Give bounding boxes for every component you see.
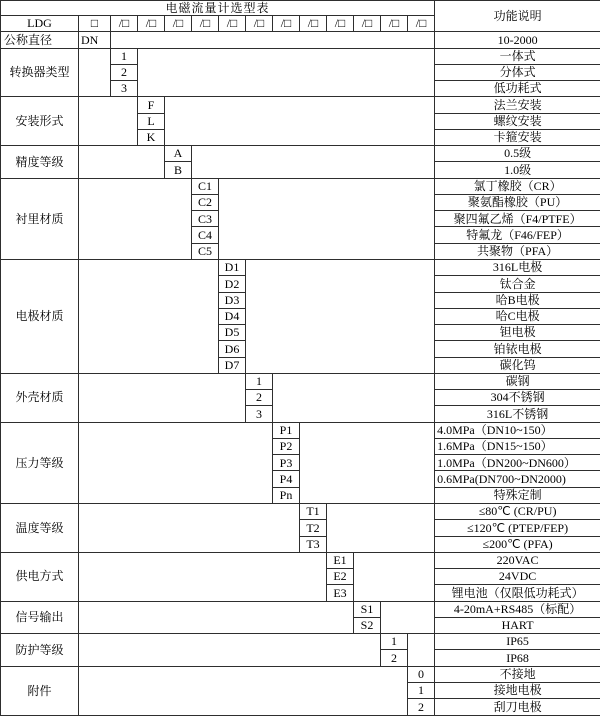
option-row xyxy=(1,259,600,275)
option-row xyxy=(1,97,600,113)
option-code: S1 xyxy=(354,601,381,617)
option-code: P1 xyxy=(273,422,300,438)
option-description: 钛合金 xyxy=(435,276,600,292)
option-row xyxy=(1,666,600,682)
option-row xyxy=(1,48,600,64)
grid-spacer xyxy=(79,146,165,179)
option-description: 1.0MPa（DN200~DN600） xyxy=(435,455,600,471)
grid-spacer xyxy=(79,503,300,552)
option-code: C5 xyxy=(192,243,219,259)
code-slot: /□ xyxy=(111,16,138,32)
grid-spacer xyxy=(408,634,435,667)
group-label: 压力等级 xyxy=(1,422,79,503)
option-code: D6 xyxy=(219,341,246,357)
group-label: 公称直径 xyxy=(1,32,79,48)
option-code: Pn xyxy=(273,487,300,503)
option-code: D7 xyxy=(219,357,246,373)
option-code: E2 xyxy=(327,569,354,585)
option-description: 304不锈钢 xyxy=(435,390,600,406)
option-row xyxy=(1,146,600,162)
title-row xyxy=(1,1,600,16)
code-slot: /□ xyxy=(354,16,381,32)
option-code: D1 xyxy=(219,259,246,275)
grid-spacer xyxy=(327,503,435,552)
group-label: 信号输出 xyxy=(1,601,79,634)
option-description: 共聚物（PFA） xyxy=(435,243,600,259)
option-description: 一体式 xyxy=(435,48,600,64)
group-label: 衬里材质 xyxy=(1,178,79,259)
table-title: 电磁流量计选型表 xyxy=(1,1,435,16)
option-code: L xyxy=(138,113,165,129)
option-description: ≤200℃ (PFA) xyxy=(435,536,600,552)
option-code: 0 xyxy=(408,666,435,682)
option-code: A xyxy=(165,146,192,162)
option-description: 锂电池（仅限低功耗式） xyxy=(435,585,600,601)
option-code: E3 xyxy=(327,585,354,601)
option-code: 1 xyxy=(246,373,273,389)
option-description: 特殊定制 xyxy=(435,487,600,503)
grid-spacer xyxy=(79,97,138,146)
group-label: 转换器类型 xyxy=(1,48,79,97)
grid-spacer xyxy=(354,552,435,601)
code-slot: /□ xyxy=(273,16,300,32)
code-slot: /□ xyxy=(138,16,165,32)
grid-spacer xyxy=(246,259,435,373)
option-description: 0.6MPa(DN700~DN2000) xyxy=(435,471,600,487)
option-code: P4 xyxy=(273,471,300,487)
option-code: T3 xyxy=(300,536,327,552)
grid-spacer xyxy=(192,146,435,179)
option-code: 1 xyxy=(408,682,435,698)
option-description: 220VAC xyxy=(435,552,600,568)
option-description: 卡箍安装 xyxy=(435,129,600,145)
option-description: 316L不锈钢 xyxy=(435,406,600,422)
option-description: 碳钢 xyxy=(435,373,600,389)
option-code: D2 xyxy=(219,276,246,292)
option-code: P2 xyxy=(273,438,300,454)
option-row xyxy=(1,503,600,519)
grid-spacer xyxy=(219,178,435,259)
option-description: 碳化钨 xyxy=(435,357,600,373)
group-label: 精度等级 xyxy=(1,146,79,179)
option-row xyxy=(1,373,600,389)
grid-spacer xyxy=(79,666,408,715)
option-description: 4.0MPa（DN10~150） xyxy=(435,422,600,438)
option-description: 聚四氟乙烯（F4/PTFE） xyxy=(435,211,600,227)
option-row xyxy=(1,422,600,438)
option-code: C2 xyxy=(192,194,219,210)
option-description: 铂铱电极 xyxy=(435,341,600,357)
option-code: C4 xyxy=(192,227,219,243)
option-description: 4-20mA+RS485（标配） xyxy=(435,601,600,617)
option-description: 低功耗式 xyxy=(435,81,600,97)
option-description: 10-2000 xyxy=(435,32,600,48)
option-description: 1.0级 xyxy=(435,162,600,178)
option-code: 2 xyxy=(381,650,408,666)
option-code: T1 xyxy=(300,503,327,519)
group-label: 防护等级 xyxy=(1,634,79,667)
group-label: 供电方式 xyxy=(1,552,79,601)
option-description: ≤120℃ (PTEP/FEP) xyxy=(435,520,600,536)
code-slot: /□ xyxy=(165,16,192,32)
option-code: 2 xyxy=(408,699,435,716)
option-code: E1 xyxy=(327,552,354,568)
grid-spacer xyxy=(79,601,354,634)
code-box: □ xyxy=(79,16,111,32)
grid-spacer xyxy=(79,634,381,667)
option-row xyxy=(1,601,600,617)
grid-spacer xyxy=(79,48,111,97)
option-description: 螺纹安装 xyxy=(435,113,600,129)
option-description: HART xyxy=(435,617,600,633)
code-slot: /□ xyxy=(381,16,408,32)
group-label: 安装形式 xyxy=(1,97,79,146)
grid-spacer xyxy=(79,552,327,601)
model-prefix: LDG xyxy=(1,16,79,32)
grid-spacer xyxy=(79,373,246,422)
option-description: 分体式 xyxy=(435,64,600,80)
option-description: 法兰安装 xyxy=(435,97,600,113)
grid-spacer xyxy=(273,373,435,422)
grid-spacer xyxy=(79,178,192,259)
code-slot: /□ xyxy=(408,16,435,32)
option-description: 不接地 xyxy=(435,666,600,682)
option-row xyxy=(1,552,600,568)
option-code: D3 xyxy=(219,292,246,308)
code-slot: /□ xyxy=(246,16,273,32)
option-code: S2 xyxy=(354,617,381,633)
option-code: D5 xyxy=(219,325,246,341)
option-description: IP68 xyxy=(435,650,600,666)
grid-spacer xyxy=(111,32,435,48)
grid-spacer xyxy=(381,601,435,634)
option-code: D4 xyxy=(219,308,246,324)
option-code: F xyxy=(138,97,165,113)
function-column-header: 功能说明 xyxy=(435,1,600,32)
group-label: 电极材质 xyxy=(1,259,79,373)
option-code: C1 xyxy=(192,178,219,194)
option-code: 1 xyxy=(111,48,138,64)
option-description: 哈C电极 xyxy=(435,308,600,324)
option-description: 聚氨酯橡胶（PU） xyxy=(435,194,600,210)
diameter-row xyxy=(1,32,600,48)
option-code: T2 xyxy=(300,520,327,536)
option-description: 接地电极 xyxy=(435,682,600,698)
group-label: 附件 xyxy=(1,666,79,715)
code-slot: /□ xyxy=(300,16,327,32)
option-description: 1.6MPa（DN15~150） xyxy=(435,438,600,454)
option-code: DN xyxy=(79,32,111,48)
option-description: 24VDC xyxy=(435,569,600,585)
grid-spacer xyxy=(79,259,219,373)
option-code: 1 xyxy=(381,634,408,650)
option-row xyxy=(1,178,600,194)
option-description: IP65 xyxy=(435,634,600,650)
option-description: 钽电极 xyxy=(435,325,600,341)
grid-spacer xyxy=(79,422,273,503)
option-code: K xyxy=(138,129,165,145)
option-description: 特氟龙（F46/FEP） xyxy=(435,227,600,243)
code-slot: /□ xyxy=(192,16,219,32)
option-description: 刮刀电极 xyxy=(435,699,600,716)
group-label: 温度等级 xyxy=(1,503,79,552)
grid-spacer xyxy=(138,48,435,97)
grid-spacer xyxy=(300,422,435,503)
option-description: 0.5级 xyxy=(435,146,600,162)
option-row xyxy=(1,634,600,650)
code-slot: /□ xyxy=(327,16,354,32)
option-code: 3 xyxy=(246,406,273,422)
grid-spacer xyxy=(165,97,435,146)
option-code: 3 xyxy=(111,81,138,97)
option-description: 哈B电极 xyxy=(435,292,600,308)
option-code: C3 xyxy=(192,211,219,227)
group-label: 外壳材质 xyxy=(1,373,79,422)
option-code: B xyxy=(165,162,192,178)
option-description: 316L电极 xyxy=(435,259,600,275)
option-code: P3 xyxy=(273,455,300,471)
option-description: 氯丁橡胶（CR） xyxy=(435,178,600,194)
code-slot: /□ xyxy=(219,16,246,32)
option-description: ≤80℃ (CR/PU) xyxy=(435,503,600,519)
option-code: 2 xyxy=(246,390,273,406)
option-code: 2 xyxy=(111,64,138,80)
